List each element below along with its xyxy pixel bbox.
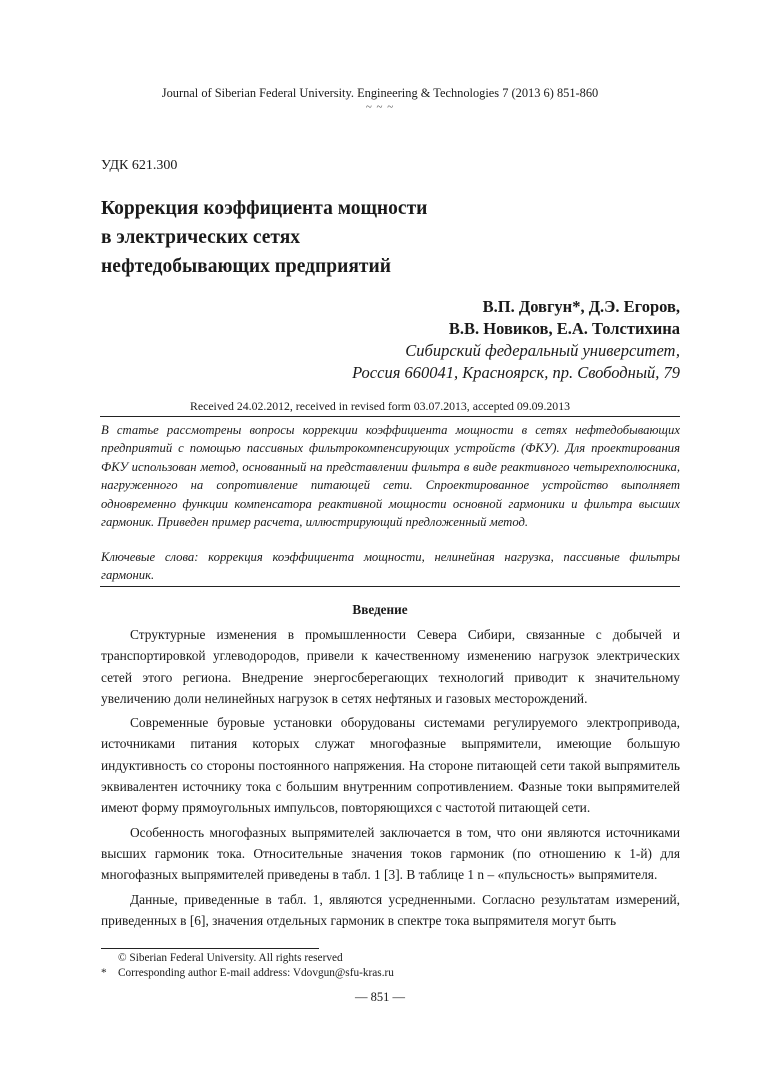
- udk-code: УДК 621.300: [101, 158, 178, 173]
- title-line: нефтедобывающих предприятий: [101, 256, 391, 277]
- footnote: [101, 951, 394, 966]
- section-heading: Введение: [352, 602, 408, 617]
- abstract: В статье рассмотрены вопросы коррекции коэффициента мощности в сетях нефтедобывающих предприятий с помощью пассивных фильтрокомпенсирующих устройств (ФКУ). Для проектирования ФКУ использован метод, основанный на представлении фильтра в виде реактивного четырехполюсника, нагруженного на сопротивление питающей сети. Спроектированное устройство выполняет одновременно функции компенсатора реактивной мощности основной гармоники и фильтра высших гармоник. Приведен пример расчета, иллюстрирующий предложенный метод.: [101, 423, 680, 530]
- authors-block: [352, 296, 680, 384]
- page-number: ― 851 ―: [355, 990, 405, 1004]
- abstract-top-rule: [100, 416, 680, 417]
- authors-line: В.П. Довгун*, Д.Э. Егоров,: [482, 297, 680, 316]
- body-text: [101, 624, 680, 934]
- affiliation-line: Сибирский федеральный университет,: [405, 341, 680, 360]
- paragraph: Современные буровые установки оборудованы системами регулируемого электропривода, источниками питания которых служат многофазные выпрямители, имеющие большую индуктивность со стороны постоянного напряжения. На стороне питающей сети такой выпрямитель эквивалентен источнику тока с большим внутренним сопротивлением. Фазные токи выпрямителей имеют форму прямоугольных импульсов, повторяющихся с частотой питающей сети.: [101, 715, 680, 816]
- abstract-bottom-rule: [100, 586, 680, 587]
- footnote-text: Corresponding author E-mail address: Vdovgun@sfu-kras.ru: [118, 966, 394, 979]
- title-line: Коррекция коэффициента мощности: [101, 198, 428, 219]
- paragraph: Данные, приведенные в табл. 1, являются усредненными. Согласно результатам измерений, приведенных в [6], значения отдельных гармоник в спектре тока выпрямителя могут быть: [101, 891, 680, 928]
- affiliation-line: Россия 660041, Красноярск, пр. Свободный, 79: [352, 363, 680, 382]
- title-line: в электрических сетях: [101, 227, 301, 248]
- footnotes: [101, 951, 394, 980]
- paragraph: Особенность многофазных выпрямителей заключается в том, что они являются источниками высших гармоник тока. Относительные значения токов гармоник (по отношению к 1-й) для многофазных выпрямителей приведены в табл. 1 [3]. В таблице 1 n – «пульсность» выпрямителя.: [101, 824, 680, 883]
- footnote: [101, 966, 394, 981]
- paragraph: Структурные изменения в промышленности Севера Сибири, связанные с добычей и транспортировкой углеводородов, привели к качественному изменению нагрузок электрических сетей этого региона. Внедрение энергосберегающих технологий приводит к значительному увеличению доли нелинейных нагрузок в сетях нефтяных и газовых месторождений.: [101, 627, 680, 706]
- received-dates: Received 24.02.2012, received in revised form 03.07.2013, accepted 09.09.2013: [189, 399, 570, 413]
- journal-header: Journal of Siberian Federal University. Engineering & Technologies 7 (2013 6) 851-860: [161, 86, 599, 100]
- header-ornament: ~ ~ ~: [365, 101, 395, 113]
- footnote-rule: [101, 948, 319, 949]
- article-title: [101, 194, 427, 281]
- footnote-text: © Siberian Federal University. All rights reserved: [118, 952, 343, 964]
- footnote-mark: *: [101, 966, 107, 979]
- keywords: Ключевые слова: коррекция коэффициента мощности, нелинейная нагрузка, пассивные фильтры гармоник.: [101, 550, 680, 583]
- footnote-mark: [101, 951, 118, 966]
- authors-line: В.В. Новиков, Е.А. Толстихина: [448, 319, 680, 338]
